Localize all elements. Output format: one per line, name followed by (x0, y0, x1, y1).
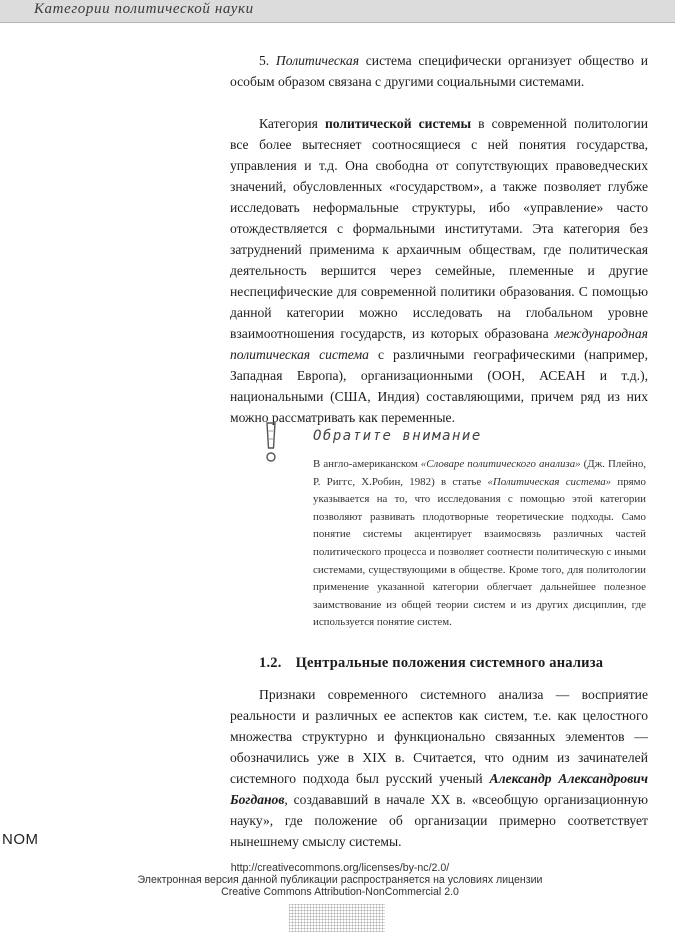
license-footer (90, 862, 590, 898)
paragraph-political-system-5 (230, 50, 648, 92)
section-heading (259, 655, 603, 672)
paragraph-text: в современной политологии все более вытесняет соотносящиеся с ней понятия государства, управления и т.д. Она свободна от сопутствующих правоведческих значений, обусловленных «государством», а также позволяет глубже исследовать неформальные структуры, ибо «управление» часто отождествляется с формальными институтами. Эта категория без затруднений применима к архаичным обществам, где политическая деятельность вершится через семейные, племенные и другие неспецифические для современной политики образования. С помощью данной категории можно исследовать на глобальном уровне взаимоотношения государств, из которых образована (230, 116, 648, 341)
callout-body (313, 456, 646, 632)
paragraph-text: 5. (259, 53, 276, 68)
paragraph-text: с различными географическими (например, Западная Европа), организационными (ООН, АСЕАН и т.д.), национальными (США, Индия) составляющими, причем ряд из них можно рассматривать как переменные. (230, 347, 648, 425)
paragraph-text: система специфически организует общество и особым образом связана с другими социальными системами. (230, 53, 648, 89)
callout-text: (Дж. Плейно, Р. Риггс, Х.Робин, 1982) в статье (313, 458, 646, 488)
callout-text: В англо-американском (313, 458, 421, 470)
italic-term: Политическая (275, 53, 360, 68)
exclamation-icon (262, 421, 280, 463)
paragraph-system-analysis (230, 684, 648, 852)
license-notice: Электронная версия данной публикации распространяется на условиях лицензии (137, 874, 543, 886)
bold-term: политической системы (324, 116, 472, 131)
license-url: http://creativecommons.org/licenses/by-nc/2.0/ (230, 862, 450, 874)
bold-italic-name: Александр Александрович Богданов (230, 771, 648, 807)
paragraph-political-system-category (230, 113, 648, 428)
paragraph-text: Признаки современного системного анализа — восприятие реальности и различных ее аспектов как систем, т.е. как целостного множества структурно и функционально связанных элементов — обозначились уже в XIX в. Считается, что одним из зачинателей системного подхода был русский ученый (230, 687, 648, 786)
license-name: Creative Commons Attribution-NonCommercial 2.0 (221, 886, 459, 898)
callout-italic: «Политическая система» (487, 475, 612, 488)
running-title: Категории политической науки (34, 1, 254, 17)
paragraph-text: , создававший в начале XX в. «всеобщую организационную науку», где положение об организации примерно соответствует нынешнему смыслу системы. (230, 792, 648, 849)
side-mark: NOM (2, 831, 39, 848)
running-header (0, 0, 675, 23)
section-title: Центральные положения системного анализа (295, 655, 604, 671)
callout-title: Обратите внимание (313, 428, 482, 444)
footer-pattern (289, 904, 385, 932)
callout-italic: «Словаре политического анализа» (420, 458, 581, 470)
italic-term: международная политическая система (230, 326, 648, 362)
callout-text: прямо указывается на то, что исследования с помощью этой категории позволяют развивать плодотворные теоретические подходы. Само понятие системы акцентирует взаимосвязь различных частей политического процесса и позволяет соотнести политическую с иными системами, существующими в обществе. Кроме того, для политологии применение указанной категории облегчает дальнейшее полезное заимствование из общей теории систем и из других дисциплин, где используется понятие систем. (313, 475, 646, 629)
paragraph-text: Категория (259, 116, 325, 131)
section-number: 1.2. (259, 655, 282, 671)
